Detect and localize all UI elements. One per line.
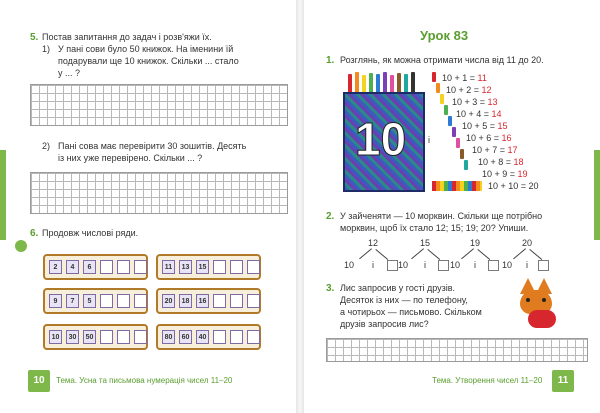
task3-line2: Десяток із них — по телефону, bbox=[340, 295, 468, 305]
task1-number: 1. bbox=[326, 55, 335, 66]
task3-line3: а чотирьох — письмово. Скільком bbox=[340, 307, 482, 317]
blank-cell[interactable] bbox=[100, 330, 113, 344]
tree-conj: і bbox=[424, 260, 426, 270]
task2-number: 2. bbox=[326, 211, 335, 222]
equation-10: 10 + 10 = 20 bbox=[488, 181, 539, 191]
task3-line4: друзів запросив лис? bbox=[340, 319, 429, 329]
number-cell: 9 bbox=[49, 294, 62, 308]
tree-conj: і bbox=[474, 260, 476, 270]
task6-title: Продовж числові ряди. bbox=[42, 228, 139, 238]
left-page-number: 10 bbox=[28, 370, 50, 392]
answer-grid-3[interactable] bbox=[326, 338, 588, 362]
right-page-number: 11 bbox=[552, 370, 574, 392]
blank-cell[interactable] bbox=[117, 330, 130, 344]
right-footer-topic: Тема. Утворення чисел 11–20 bbox=[432, 376, 543, 385]
tree-total: 20 bbox=[522, 238, 533, 248]
blank-cell[interactable] bbox=[213, 260, 226, 274]
number-cell: 6 bbox=[83, 260, 96, 274]
lightbulb-icon bbox=[15, 240, 27, 252]
number-cell: 7 bbox=[66, 294, 79, 308]
blank-cell[interactable] bbox=[134, 330, 147, 344]
task2-line1: У зайченяти — 10 морквин. Скільки ще потрібно bbox=[340, 211, 543, 221]
number-row-box bbox=[156, 288, 261, 314]
tree-total: 15 bbox=[420, 238, 431, 248]
task5-title: Постав запитання до задач і розв'яжи їх. bbox=[42, 32, 212, 42]
number-row-box bbox=[43, 254, 148, 280]
task1-text: Розглянь, як можна отримати числа від 11 до 20. bbox=[340, 55, 544, 65]
tree-ten: 10 bbox=[502, 260, 513, 270]
number-cell: 80 bbox=[162, 330, 175, 344]
answer-box[interactable] bbox=[538, 260, 549, 271]
blank-cell[interactable] bbox=[230, 260, 243, 274]
blank-cell[interactable] bbox=[117, 260, 130, 274]
book-gutter bbox=[296, 0, 304, 413]
blank-cell[interactable] bbox=[134, 294, 147, 308]
answer-grid-2[interactable] bbox=[30, 172, 288, 214]
tree-ten: 10 bbox=[344, 260, 355, 270]
number-row-box bbox=[43, 324, 148, 350]
number-cell: 10 bbox=[49, 330, 62, 344]
number-cell: 40 bbox=[196, 330, 209, 344]
equation-9: 10 + 9 = 19 bbox=[482, 169, 528, 179]
number-cell: 15 bbox=[196, 260, 209, 274]
blank-cell[interactable] bbox=[230, 330, 243, 344]
equation-2: 10 + 2 = 12 bbox=[446, 85, 492, 95]
task5-q1-line3: у ... ? bbox=[58, 68, 81, 78]
blank-cell[interactable] bbox=[213, 294, 226, 308]
task5-q1-number: 1) bbox=[42, 44, 51, 54]
task6-number: 6. bbox=[30, 228, 39, 239]
task5-q1-line2: подарували ще 10 книжок. Скільки ... стало bbox=[58, 56, 239, 66]
blank-cell[interactable] bbox=[213, 330, 226, 344]
left-side-tab bbox=[0, 150, 6, 240]
answer-box[interactable] bbox=[387, 260, 398, 271]
blank-cell[interactable] bbox=[100, 260, 113, 274]
equation-1: 10 + 1 = 11 bbox=[442, 73, 487, 83]
blank-cell[interactable] bbox=[247, 294, 260, 308]
number-row-box bbox=[156, 254, 261, 280]
number-cell: 50 bbox=[83, 330, 96, 344]
equation-8: 10 + 8 = 18 bbox=[478, 157, 524, 167]
answer-grid-1[interactable] bbox=[30, 84, 288, 126]
number-row-box bbox=[156, 324, 261, 350]
plus-letter: і bbox=[428, 135, 430, 145]
equation-4: 10 + 4 = 14 bbox=[456, 109, 502, 119]
task5-q2-line2: із них уже перевірено. Скільки ... ? bbox=[58, 153, 203, 163]
number-row-box bbox=[43, 288, 148, 314]
task3-number: 3. bbox=[326, 283, 335, 294]
number-cell: 13 bbox=[179, 260, 192, 274]
blank-cell[interactable] bbox=[247, 330, 260, 344]
left-footer-topic: Тема. Усна та письмова нумерація чисел 11–20 bbox=[56, 376, 233, 385]
blank-cell[interactable] bbox=[230, 294, 243, 308]
task3-line1: Лис запросив у гості друзів. bbox=[340, 283, 456, 293]
tree-conj: і bbox=[372, 260, 374, 270]
equation-6: 10 + 6 = 16 bbox=[466, 133, 512, 143]
blank-cell[interactable] bbox=[117, 294, 130, 308]
number-cell: 30 bbox=[66, 330, 79, 344]
task5-q2-number: 2) bbox=[42, 141, 51, 151]
pencils-top bbox=[346, 72, 422, 94]
number-cell: 5 bbox=[83, 294, 96, 308]
number-cell: 16 bbox=[196, 294, 209, 308]
tree-total: 12 bbox=[368, 238, 379, 248]
equation-5: 10 + 5 = 15 bbox=[462, 121, 508, 131]
blank-cell[interactable] bbox=[247, 260, 260, 274]
equation-3: 10 + 3 = 13 bbox=[452, 97, 498, 107]
number-cell: 60 bbox=[179, 330, 192, 344]
blank-cell[interactable] bbox=[134, 260, 147, 274]
answer-box[interactable] bbox=[438, 260, 449, 271]
number-cell: 20 bbox=[162, 294, 175, 308]
task5-q2-line1: Пані сова має перевірити 30 зошитів. Десять bbox=[58, 141, 247, 151]
number-cell: 4 bbox=[66, 260, 79, 274]
equation-7: 10 + 7 = 17 bbox=[472, 145, 518, 155]
answer-box[interactable] bbox=[488, 260, 499, 271]
big-ten: 10 bbox=[355, 113, 407, 165]
tree-ten: 10 bbox=[450, 260, 461, 270]
task5-number: 5. bbox=[30, 32, 39, 43]
tree-conj: і bbox=[526, 260, 528, 270]
number-cell: 11 bbox=[162, 260, 175, 274]
blank-cell[interactable] bbox=[100, 294, 113, 308]
pencil-box bbox=[343, 92, 425, 192]
left-page bbox=[0, 0, 296, 413]
right-side-tab bbox=[594, 150, 600, 240]
task5-q1-line1: У пані сови було 50 книжок. На іменини їй bbox=[58, 44, 234, 54]
tree-ten: 10 bbox=[398, 260, 409, 270]
lesson-title: Урок 83 bbox=[420, 28, 469, 43]
tree-total: 19 bbox=[470, 238, 481, 248]
pencil-row-ten bbox=[432, 181, 482, 191]
fox-illustration bbox=[512, 276, 564, 332]
number-cell: 2 bbox=[49, 260, 62, 274]
number-cell: 18 bbox=[179, 294, 192, 308]
task2-line2: морквин, щоб їх стало 12; 15; 19; 20? Упиши. bbox=[340, 223, 529, 233]
